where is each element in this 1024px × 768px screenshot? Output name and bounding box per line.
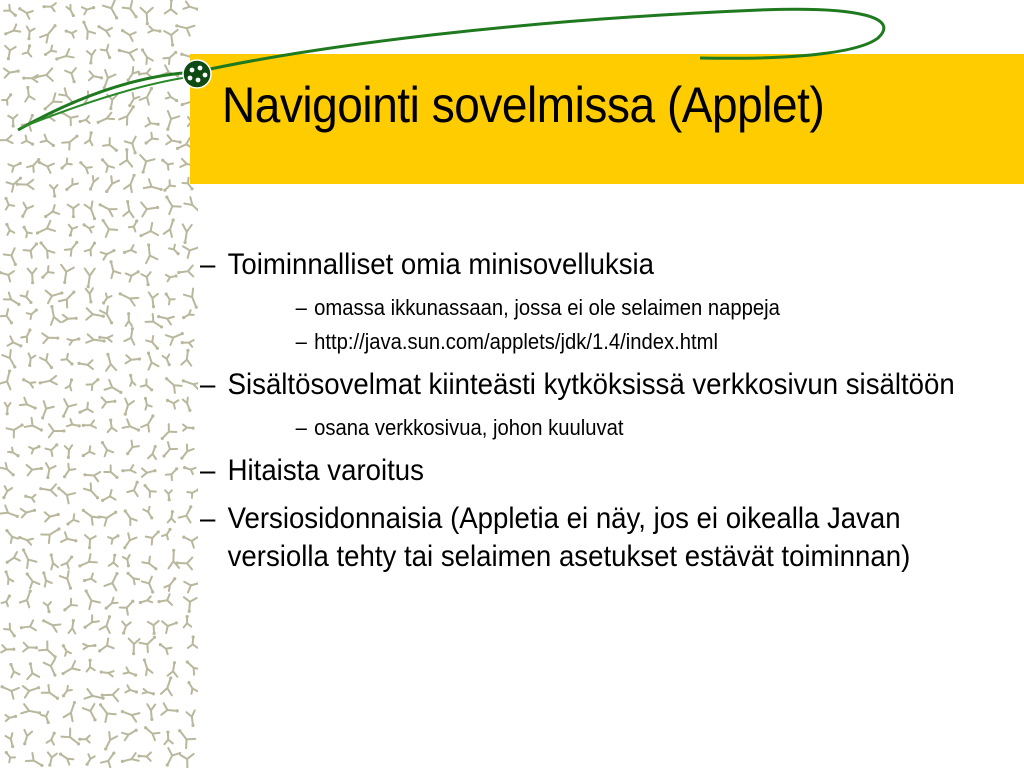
bullet-text: Toiminnalliset omia minisovelluksia [227, 248, 655, 281]
bullet-list [200, 246, 1000, 586]
bullet-item [200, 500, 1000, 576]
bullet-dash: – [200, 248, 216, 281]
sub-bullet-item [200, 294, 936, 322]
bullet-text: Sisältösovelmat kiinteästi kytköksissä verkkosivun sisältöön [227, 368, 955, 401]
bullet-text: Versiosidonnaisia (Appletia ei näy, jos ei oikealla Javan versiolla tehty tai selaimen asetukset estävät toiminnan) [227, 502, 911, 573]
sub-bullet-item [200, 328, 936, 356]
bullet-item [200, 366, 1000, 404]
sub-bullet-text: omassa ikkunassaan, jossa ei ole selaimen nappeja [314, 295, 780, 320]
bullet-dash: – [200, 368, 216, 401]
bullet-item [200, 452, 1000, 490]
bullet-dash: – [200, 502, 216, 535]
bullet-dash: – [200, 454, 216, 487]
bullet-dash: – [295, 415, 307, 440]
bullet-item [200, 246, 1000, 284]
sub-bullet-text: http://java.sun.com/applets/jdk/1.4/index.html [314, 329, 718, 354]
slide-title: Navigointi sovelmissa (Applet) [222, 77, 825, 133]
sub-bullet-item [200, 414, 936, 442]
sub-bullet-text: osana verkkosivua, johon kuuluvat [314, 415, 624, 440]
bullet-text: Hitaista varoitus [227, 454, 424, 487]
decorative-pattern-strip [0, 0, 198, 768]
bullet-dash: – [295, 295, 307, 320]
bullet-dash: – [295, 329, 307, 354]
